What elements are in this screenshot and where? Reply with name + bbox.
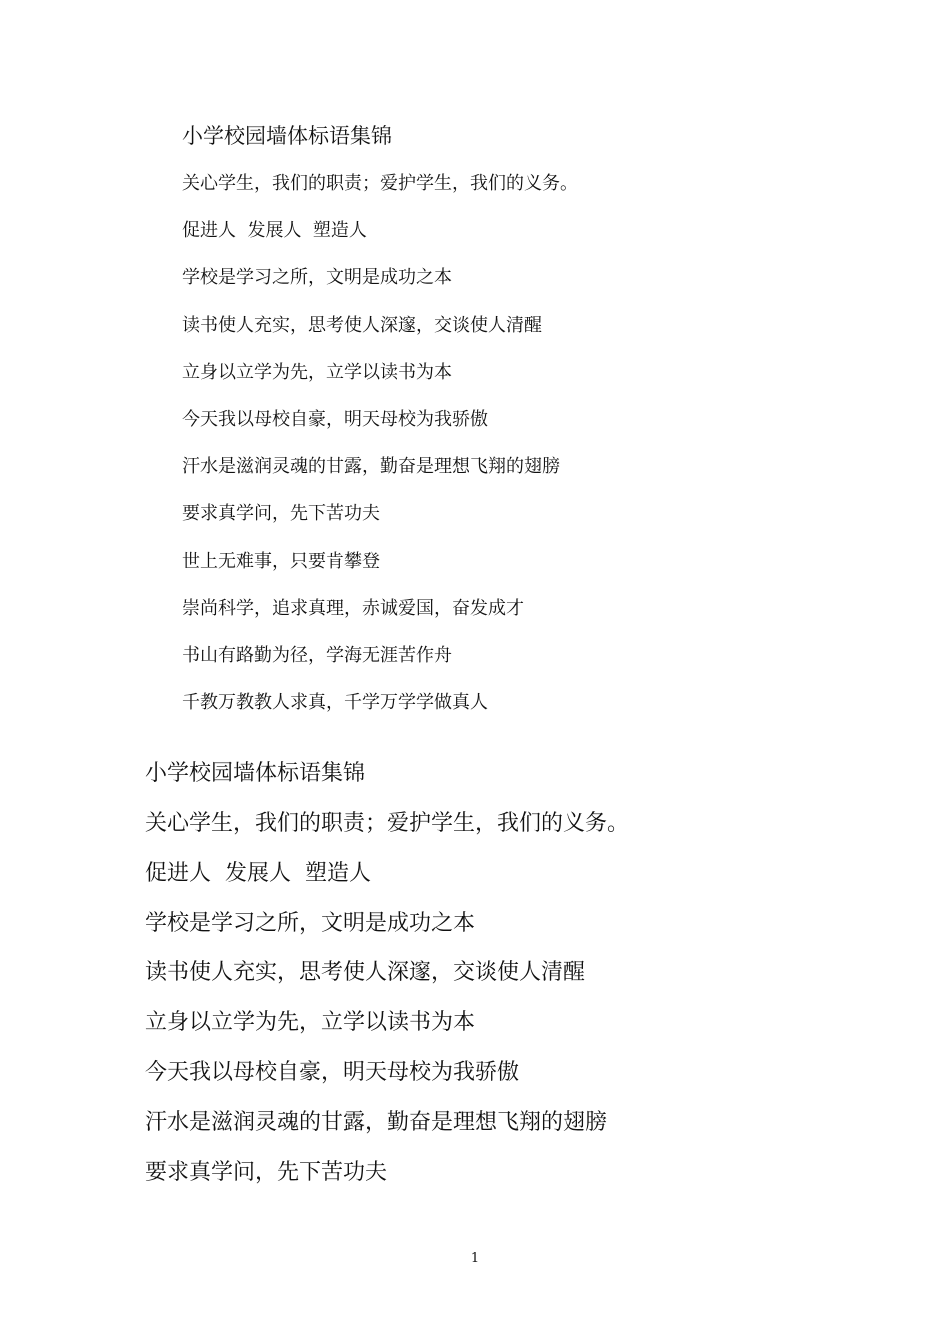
slogan-line: 立身以立学为先，立学以读书为本 bbox=[145, 1010, 476, 1036]
page-number: 1 bbox=[470, 1251, 480, 1266]
slogan-list bbox=[145, 809, 925, 1207]
slogan-line: 千教万教教人求真，千学万学学做真人 bbox=[182, 692, 488, 714]
slogan-section-small bbox=[182, 122, 882, 737]
slogan-line: 读书使人充实，思考使人深邃，交谈使人清醒 bbox=[145, 960, 586, 986]
slogan-line: 学校是学习之所，文明是成功之本 bbox=[182, 267, 452, 289]
slogan-line: 促进人 发展人 塑造人 bbox=[145, 860, 371, 886]
slogan-line: 立身以立学为先，立学以读书为本 bbox=[182, 361, 452, 383]
slogan-line: 学校是学习之所，文明是成功之本 bbox=[145, 910, 476, 936]
slogan-section-large bbox=[145, 759, 925, 1207]
section-title: 小学校园墙体标语集锦 bbox=[145, 761, 366, 786]
slogan-line: 要求真学问，先下苦功夫 bbox=[182, 503, 380, 525]
slogan-line: 今天我以母校自豪，明天母校为我骄傲 bbox=[145, 1059, 520, 1085]
slogan-line: 世上无难事，只要肯攀登 bbox=[182, 550, 380, 572]
slogan-line: 要求真学问，先下苦功夫 bbox=[145, 1159, 388, 1185]
slogan-line: 关心学生，我们的职责；爱护学生，我们的义务。 bbox=[182, 173, 578, 194]
slogan-line: 汗水是滋润灵魂的甘露，勤奋是理想飞翔的翅膀 bbox=[182, 456, 560, 478]
section-title: 小学校园墙体标语集锦 bbox=[182, 124, 392, 148]
slogan-line: 汗水是滋润灵魂的甘露，勤奋是理想飞翔的翅膀 bbox=[145, 1109, 608, 1135]
slogan-line: 关心学生，我们的职责；爱护学生，我们的义务。 bbox=[145, 811, 630, 836]
slogan-line: 今天我以母校自豪，明天母校为我骄傲 bbox=[182, 408, 488, 430]
slogan-line: 读书使人充实，思考使人深邃，交谈使人清醒 bbox=[182, 314, 542, 336]
slogan-line: 促进人 发展人 塑造人 bbox=[182, 220, 367, 242]
slogan-list bbox=[182, 171, 882, 737]
slogan-line: 书山有路勤为径，学海无涯苦作舟 bbox=[182, 644, 452, 666]
slogan-line: 崇尚科学，追求真理，赤诚爱国，奋发成才 bbox=[182, 597, 524, 619]
